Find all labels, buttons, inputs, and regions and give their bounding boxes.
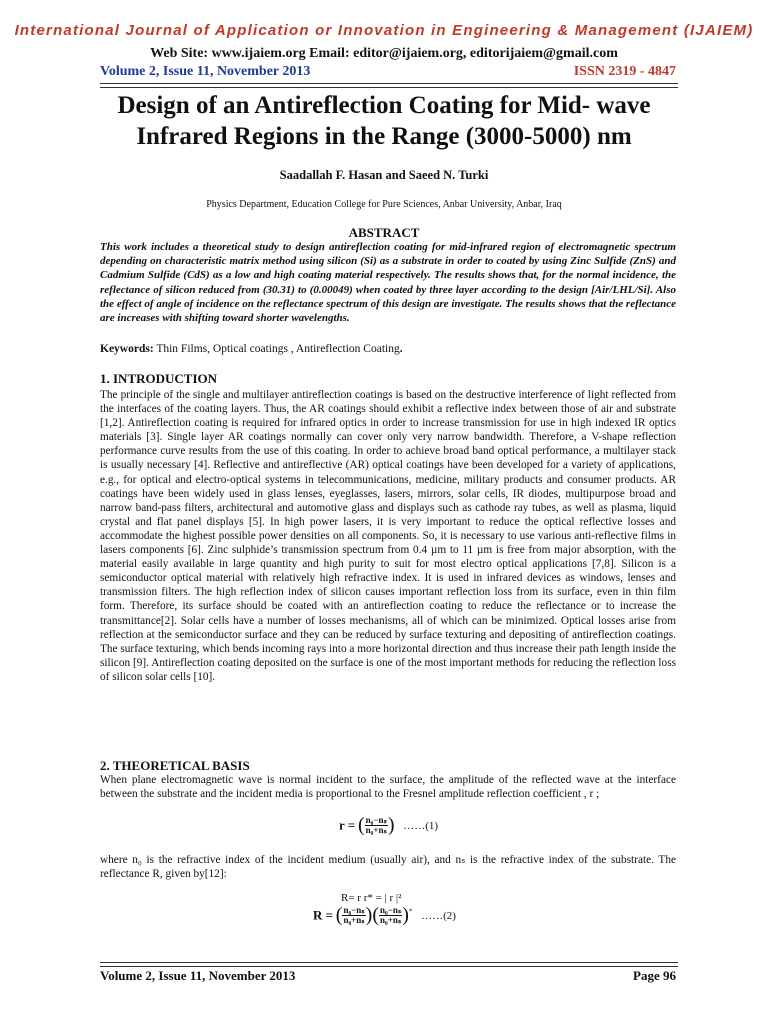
keywords-text: Thin Films, Optical coatings , Antireflection Coating (153, 343, 400, 355)
introduction-text: The principle of the single and multilayer antireflection coatings is based on the destructive interference of light reflected from the interfaces of the coating layers. Thus, the AR coatings should exhibit a reflective index between those of air and substrate [1,2]. Antireflection coating is required for infrared optics in order to increase transmission for use in high indexed IR optics materials [3]. Single layer AR coatings normally can cover only very narrow bandwidth. Therefore, a V-shape reflection performance curve results from the use of this coating. In order to achieve broad band optical performance, a multilayer stack is usually necessary [4]. Reflective and antireflective (AR) optical coatings have been developed for a variety of applications, e.g., for optical and electro-optical systems in telecommunications, medicine, military products and consumer products. AR coatings have been widely used in glass lenses, eyeglasses, lasers, mirrors, solar cells, IR diodes, multipurpose broad and narrow band-pass filters, architectural and automotive glass and displays such as cathode ray tubes, as well as plasma, liquid crystal and flat panel displays [5]. In high power lasers, it is very important to reduce the optical reflective losses and accommodate the highest possible power densities on all components. So, it is necessary to use various anti-reflective films in lasers components [6]. Zinc sulphide’s transmission spectrum from 0.4 µm to 11 µm is free from major absorption, with the material easily available in large quantity and high purity to suit for most electro optical applications [7,8]. Silicon is a semiconductor optical material with relatively high refractive index. It is used in infrared devices as windows, lenses and transmission filters. The high reflection index of silicon causes important reflection loss from its surface, even in thin film form. Therefore, its surface should be coated with an antireflection coating to reduce the reflectance or to increase the transmittance[2]. Solar cells have a number of losses mechanisms, all of which can be minimized. Optical losses arise from reflection at the semiconductor surface and they can be reduced by surface texturing and depositing of antireflection coatings. The surface texturing, which bends incoming rays into a more horizontal direction and thus increase their path length inside the silicon [9]. Antireflection coating deposited on the surface is one of the most important methods for reducing the reflection loss of silicon solar cells [10]. (100, 389, 676, 683)
section-heading-theoretical-basis: 2. THEORETICAL BASIS (100, 758, 250, 773)
journal-website-line: Web Site: www.ijaiem.org Email: editor@ijaiem.org, editorijaiem@gmail.com (150, 46, 618, 61)
equation-2-label: ……(2) (421, 909, 456, 922)
equation-1-label: ……(1) (403, 819, 439, 832)
abstract-heading: ABSTRACT (348, 225, 420, 240)
equation-1-lhs: r = (339, 817, 356, 833)
footer-volume: Volume 2, Issue 11, November 2013 (100, 968, 296, 983)
equation-2-lhs: R = (313, 907, 334, 923)
abstract-text: This work includes a theoretical study to design antireflection coating for mid-infrared region of electromagnetic spectrum depending on characteristic matrix method using silicon (Si) as a substrate in order to coated by using Zinc Sulfide (ZnS) and Cadmium Sulfide (CdS) as a low and high coating material respectively. The results shows that, for the normal incidence, the reflectance of silicon reduced from (30.31) to (0.00049) when coated by three layer according to the design [Air/LHL/Si]. Also the effect of angle of incidence on the reflectance spectrum of this design are investigate. The results shows that the reflectance are increases with shifting toward shorter wavelengths. (100, 241, 676, 325)
equation-2-numerator-1: n₀−nₛ (343, 905, 365, 915)
header-divider (100, 83, 678, 88)
equation-2-denominator-2: n₀+nₛ (380, 915, 402, 925)
equation-1-numerator: n₀−nₛ (365, 815, 387, 825)
keywords-line (100, 343, 676, 355)
equation-2-numerator-2: n₀−nₛ (380, 905, 402, 915)
paper-title (80, 90, 688, 152)
equation-1-denominator: n₀+nₛ (365, 825, 387, 835)
section-heading-introduction: 1. INTRODUCTION (100, 371, 218, 386)
where-text: where n₀ is the refractive index of the incident medium (usually air), and nₛ is the refractive index of the substrate. The reflectance R, given by[12]: (100, 854, 676, 881)
reflectance-definition: R= r r* = | r |² (341, 892, 402, 904)
theoretical-basis-text: When plane electromagnetic wave is normal incident to the surface, the amplitude of the reflected wave at the interface between the substrate and the incident media is proportional to the Fresnel amplitude reflection coefficient , r ; (100, 774, 676, 801)
equation-2-denominator-1: n₀+nₛ (343, 915, 365, 925)
equation-1: r = ( $\frac{\text{n₀−nₛ}}{\text{n₀+nₛ}}$ ) ……(1) (339, 814, 439, 836)
keywords-label: Keywords: (100, 343, 154, 355)
paper-title-line-1: Design of an Antireflection Coating for Mid- wave (117, 92, 651, 119)
paper-title-line-2: Infrared Regions in the Range (3000-5000) nm (136, 123, 632, 150)
paper-authors: Saadallah F. Hasan and Saeed N. Turki (279, 168, 489, 182)
equation-2: R = ( $\frac{\text{n₀−nₛ}}{\text{n₀+nₛ}}$ )( $\frac{\text{n₀−nₛ}}{\text{n₀+nₛ}}$ )* ……(2) (313, 904, 456, 926)
footer-divider (100, 962, 678, 967)
journal-title: International Journal of Application or Innovation in Engineering & Management (IJAIEM) (14, 22, 754, 39)
header-issn: ISSN 2319 - 4847 (573, 64, 676, 79)
header-volume: Volume 2, Issue 11, November 2013 (100, 64, 311, 79)
footer-page-number: Page 96 (633, 968, 676, 983)
keywords-end: . (399, 343, 403, 355)
paper-affiliation: Physics Department, Education College for Pure Sciences, Anbar University, Anbar, Iraq (206, 199, 562, 210)
equation-2-conjugate: * (408, 907, 413, 916)
